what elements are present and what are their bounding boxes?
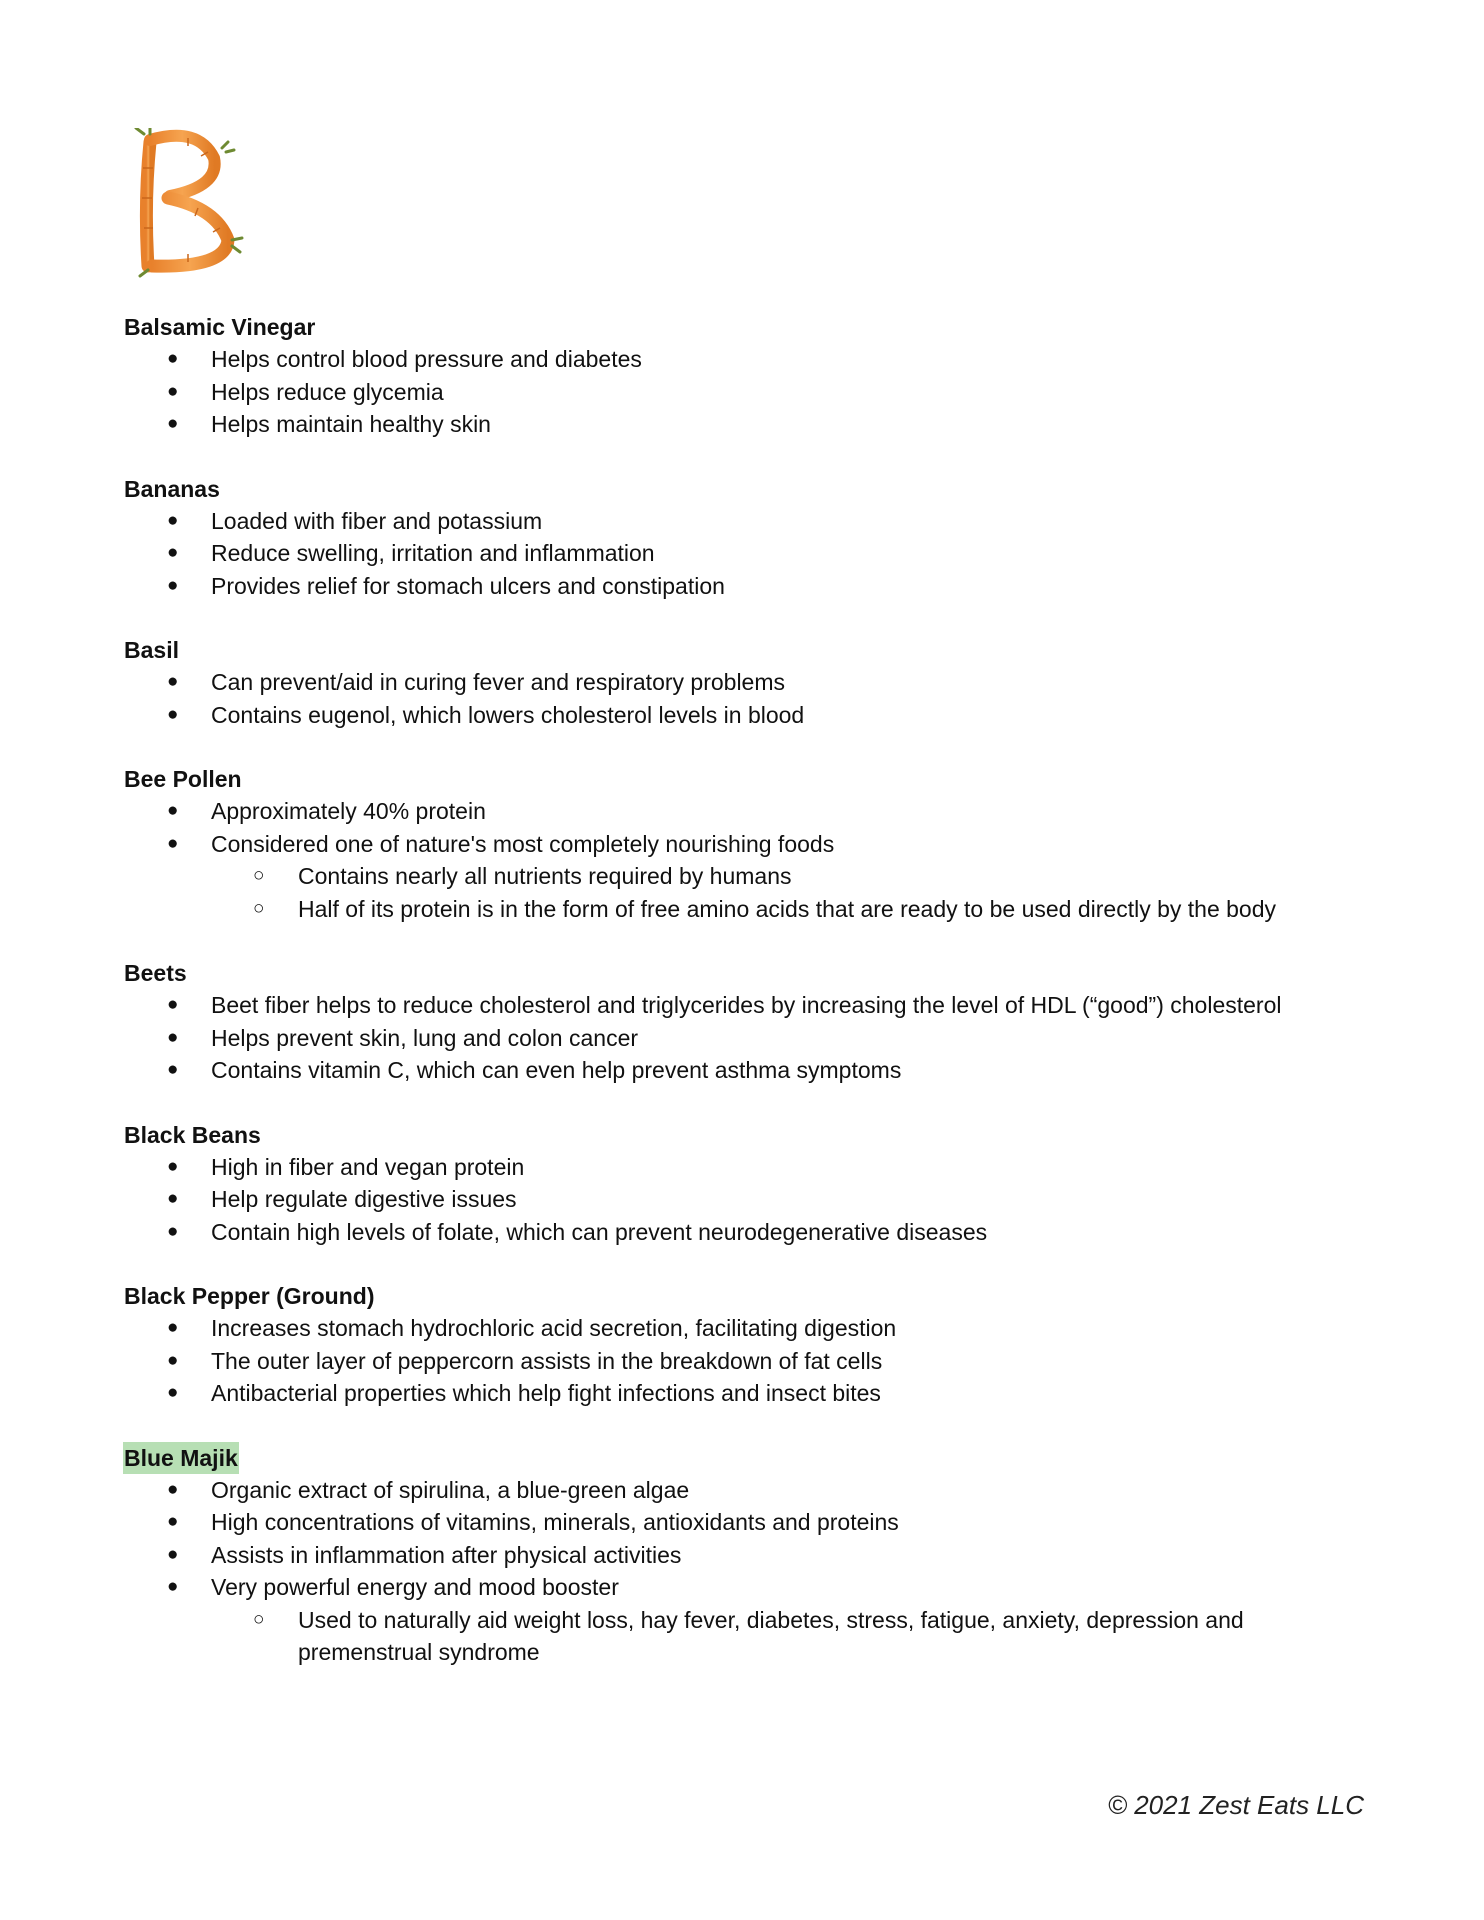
benefit-text: Loaded with fiber and potassium xyxy=(211,507,543,534)
bullet-dot-icon: ● xyxy=(167,1349,179,1371)
benefit-text: Can prevent/aid in curing fever and respiratory problems xyxy=(211,669,786,695)
benefit-item xyxy=(123,537,1383,570)
bullet-dot-icon: ● xyxy=(167,1220,179,1242)
benefit-item xyxy=(123,1312,1383,1345)
benefit-text: Considered one of nature's most completely nourishing foods xyxy=(211,830,835,857)
food-title: Bee Pollen xyxy=(124,766,242,792)
food-title: Basil xyxy=(124,637,179,663)
benefit-text: Provides relief for stomach ulcers and constipation xyxy=(211,572,725,599)
benefit-text: Half of its protein is in the form of free amino acids that are ready to be used directly by the body xyxy=(298,895,1277,922)
bullet-dot-icon: ● xyxy=(167,1059,179,1080)
food-title: Balsamic Vinegar xyxy=(124,314,316,340)
benefit-subitem xyxy=(123,860,1383,893)
bullet-dot-icon: ● xyxy=(167,348,179,369)
benefit-subitem xyxy=(123,893,1383,926)
bullet-dot-icon: ● xyxy=(167,1026,179,1048)
benefit-text: Contains vitamin C, which can even help prevent asthma symptoms xyxy=(211,1057,902,1083)
benefit-text: Contains eugenol, which lowers cholesterol levels in blood xyxy=(211,701,805,728)
benefit-item xyxy=(123,1151,1383,1184)
food-title: Bananas xyxy=(124,475,220,502)
benefit-list xyxy=(123,666,1383,731)
bullet-dot-icon: ● xyxy=(167,800,179,821)
benefit-text: High in fiber and vegan protein xyxy=(211,1153,525,1180)
bullet-dot-icon: ● xyxy=(167,1317,179,1338)
food-title: Black Pepper (Ground) xyxy=(124,1283,375,1309)
bullet-dot-icon: ● xyxy=(167,1155,179,1177)
benefit-text: Contain high levels of folate, which can prevent neurodegenerative diseases xyxy=(211,1218,988,1245)
food-section xyxy=(123,957,1383,1087)
benefit-item xyxy=(123,570,1383,603)
benefit-item xyxy=(123,1474,1383,1507)
benefit-item xyxy=(123,1216,1383,1249)
benefit-text: Used to naturally aid weight loss, hay fever, diabetes, stress, fatigue, anxiety, depression and premenstrual syndrome xyxy=(298,1606,1244,1665)
benefit-text: Helps maintain healthy skin xyxy=(211,411,491,437)
benefit-list xyxy=(123,1474,1383,1669)
bullet-dot-icon: ● xyxy=(167,1511,179,1532)
bullet-dot-icon: ● xyxy=(167,413,179,434)
benefit-text: Organic extract of spirulina, a blue-green algae xyxy=(211,1476,690,1503)
bullet-dot-icon: ● xyxy=(167,1188,179,1209)
food-title: Beets xyxy=(124,960,187,986)
benefit-text: High concentrations of vitamins, minerals, antioxidants and proteins xyxy=(211,1509,899,1535)
benefit-item xyxy=(123,1183,1383,1216)
food-section xyxy=(123,1119,1383,1249)
benefit-item xyxy=(123,795,1383,828)
bullet-dot-icon: ● xyxy=(167,1478,179,1500)
bullet-dot-icon: ● xyxy=(167,1576,179,1597)
benefit-text: Help regulate digestive issues xyxy=(211,1186,517,1212)
bullet-dot-icon: ● xyxy=(167,574,179,596)
benefit-item xyxy=(123,666,1383,699)
bullet-dot-icon: ● xyxy=(167,1543,179,1565)
benefit-text: Helps prevent skin, lung and colon cancer xyxy=(211,1024,639,1051)
benefit-text: Helps control blood pressure and diabetes xyxy=(211,346,642,372)
benefit-text: Reduce swelling, irritation and inflammation xyxy=(211,540,655,566)
benefit-item xyxy=(123,1539,1383,1572)
benefit-text: Beet fiber helps to reduce cholesterol and triglycerides by increasing the level of HDL (“good”) cholesterol xyxy=(211,992,1282,1018)
benefit-item xyxy=(123,408,1383,441)
benefit-list xyxy=(123,1312,1383,1410)
letter-b-carrot-logo xyxy=(128,128,248,278)
benefit-item xyxy=(123,1345,1383,1378)
benefit-list xyxy=(123,505,1383,603)
benefit-item xyxy=(123,343,1383,376)
bullet-circle-icon: ○ xyxy=(253,897,265,919)
bullet-dot-icon: ● xyxy=(167,832,179,854)
food-title: Blue Majik xyxy=(123,1442,239,1474)
benefit-list xyxy=(123,1151,1383,1249)
food-section xyxy=(123,634,1383,731)
benefit-text: Very powerful energy and mood booster xyxy=(211,1574,619,1600)
benefit-item xyxy=(123,1571,1383,1604)
document-body xyxy=(123,311,1383,1701)
benefit-item xyxy=(123,376,1383,409)
benefit-item xyxy=(123,1022,1383,1055)
food-section xyxy=(123,311,1383,441)
bullet-dot-icon: ● xyxy=(167,703,179,725)
benefit-list xyxy=(123,989,1383,1087)
benefit-text: Approximately 40% protein xyxy=(211,798,486,824)
benefit-subitem xyxy=(123,1604,1383,1669)
benefit-list xyxy=(123,343,1383,441)
bullet-dot-icon: ● xyxy=(167,380,179,402)
benefit-item xyxy=(123,1377,1383,1410)
benefit-item xyxy=(123,1054,1383,1087)
benefit-item xyxy=(123,505,1383,538)
bullet-circle-icon: ○ xyxy=(253,1608,265,1630)
benefit-list xyxy=(123,795,1383,925)
benefit-item xyxy=(123,699,1383,732)
food-section xyxy=(123,1280,1383,1410)
benefit-text: Antibacterial properties which help fight infections and insect bites xyxy=(211,1380,881,1406)
bullet-dot-icon: ● xyxy=(167,994,179,1015)
bullet-circle-icon: ○ xyxy=(253,865,265,886)
benefit-text: Helps reduce glycemia xyxy=(211,378,444,405)
benefit-item xyxy=(123,1506,1383,1539)
bullet-dot-icon: ● xyxy=(167,509,179,531)
bullet-dot-icon: ● xyxy=(167,1382,179,1403)
food-title: Black Beans xyxy=(124,1121,261,1148)
copyright-footer: © 2021 Zest Eats LLC xyxy=(1107,1790,1364,1820)
benefit-item xyxy=(123,989,1383,1022)
benefit-text: Increases stomach hydrochloric acid secretion, facilitating digestion xyxy=(211,1315,897,1341)
benefit-text: The outer layer of peppercorn assists in the breakdown of fat cells xyxy=(211,1347,883,1374)
benefit-text: Contains nearly all nutrients required by humans xyxy=(298,863,792,889)
bullet-dot-icon: ● xyxy=(167,542,179,563)
bullet-dot-icon: ● xyxy=(167,671,179,692)
benefit-text: Assists in inflammation after physical activities xyxy=(211,1541,682,1568)
benefit-item xyxy=(123,828,1383,861)
food-section xyxy=(123,763,1383,925)
food-section xyxy=(123,473,1383,603)
food-section xyxy=(123,1442,1383,1669)
